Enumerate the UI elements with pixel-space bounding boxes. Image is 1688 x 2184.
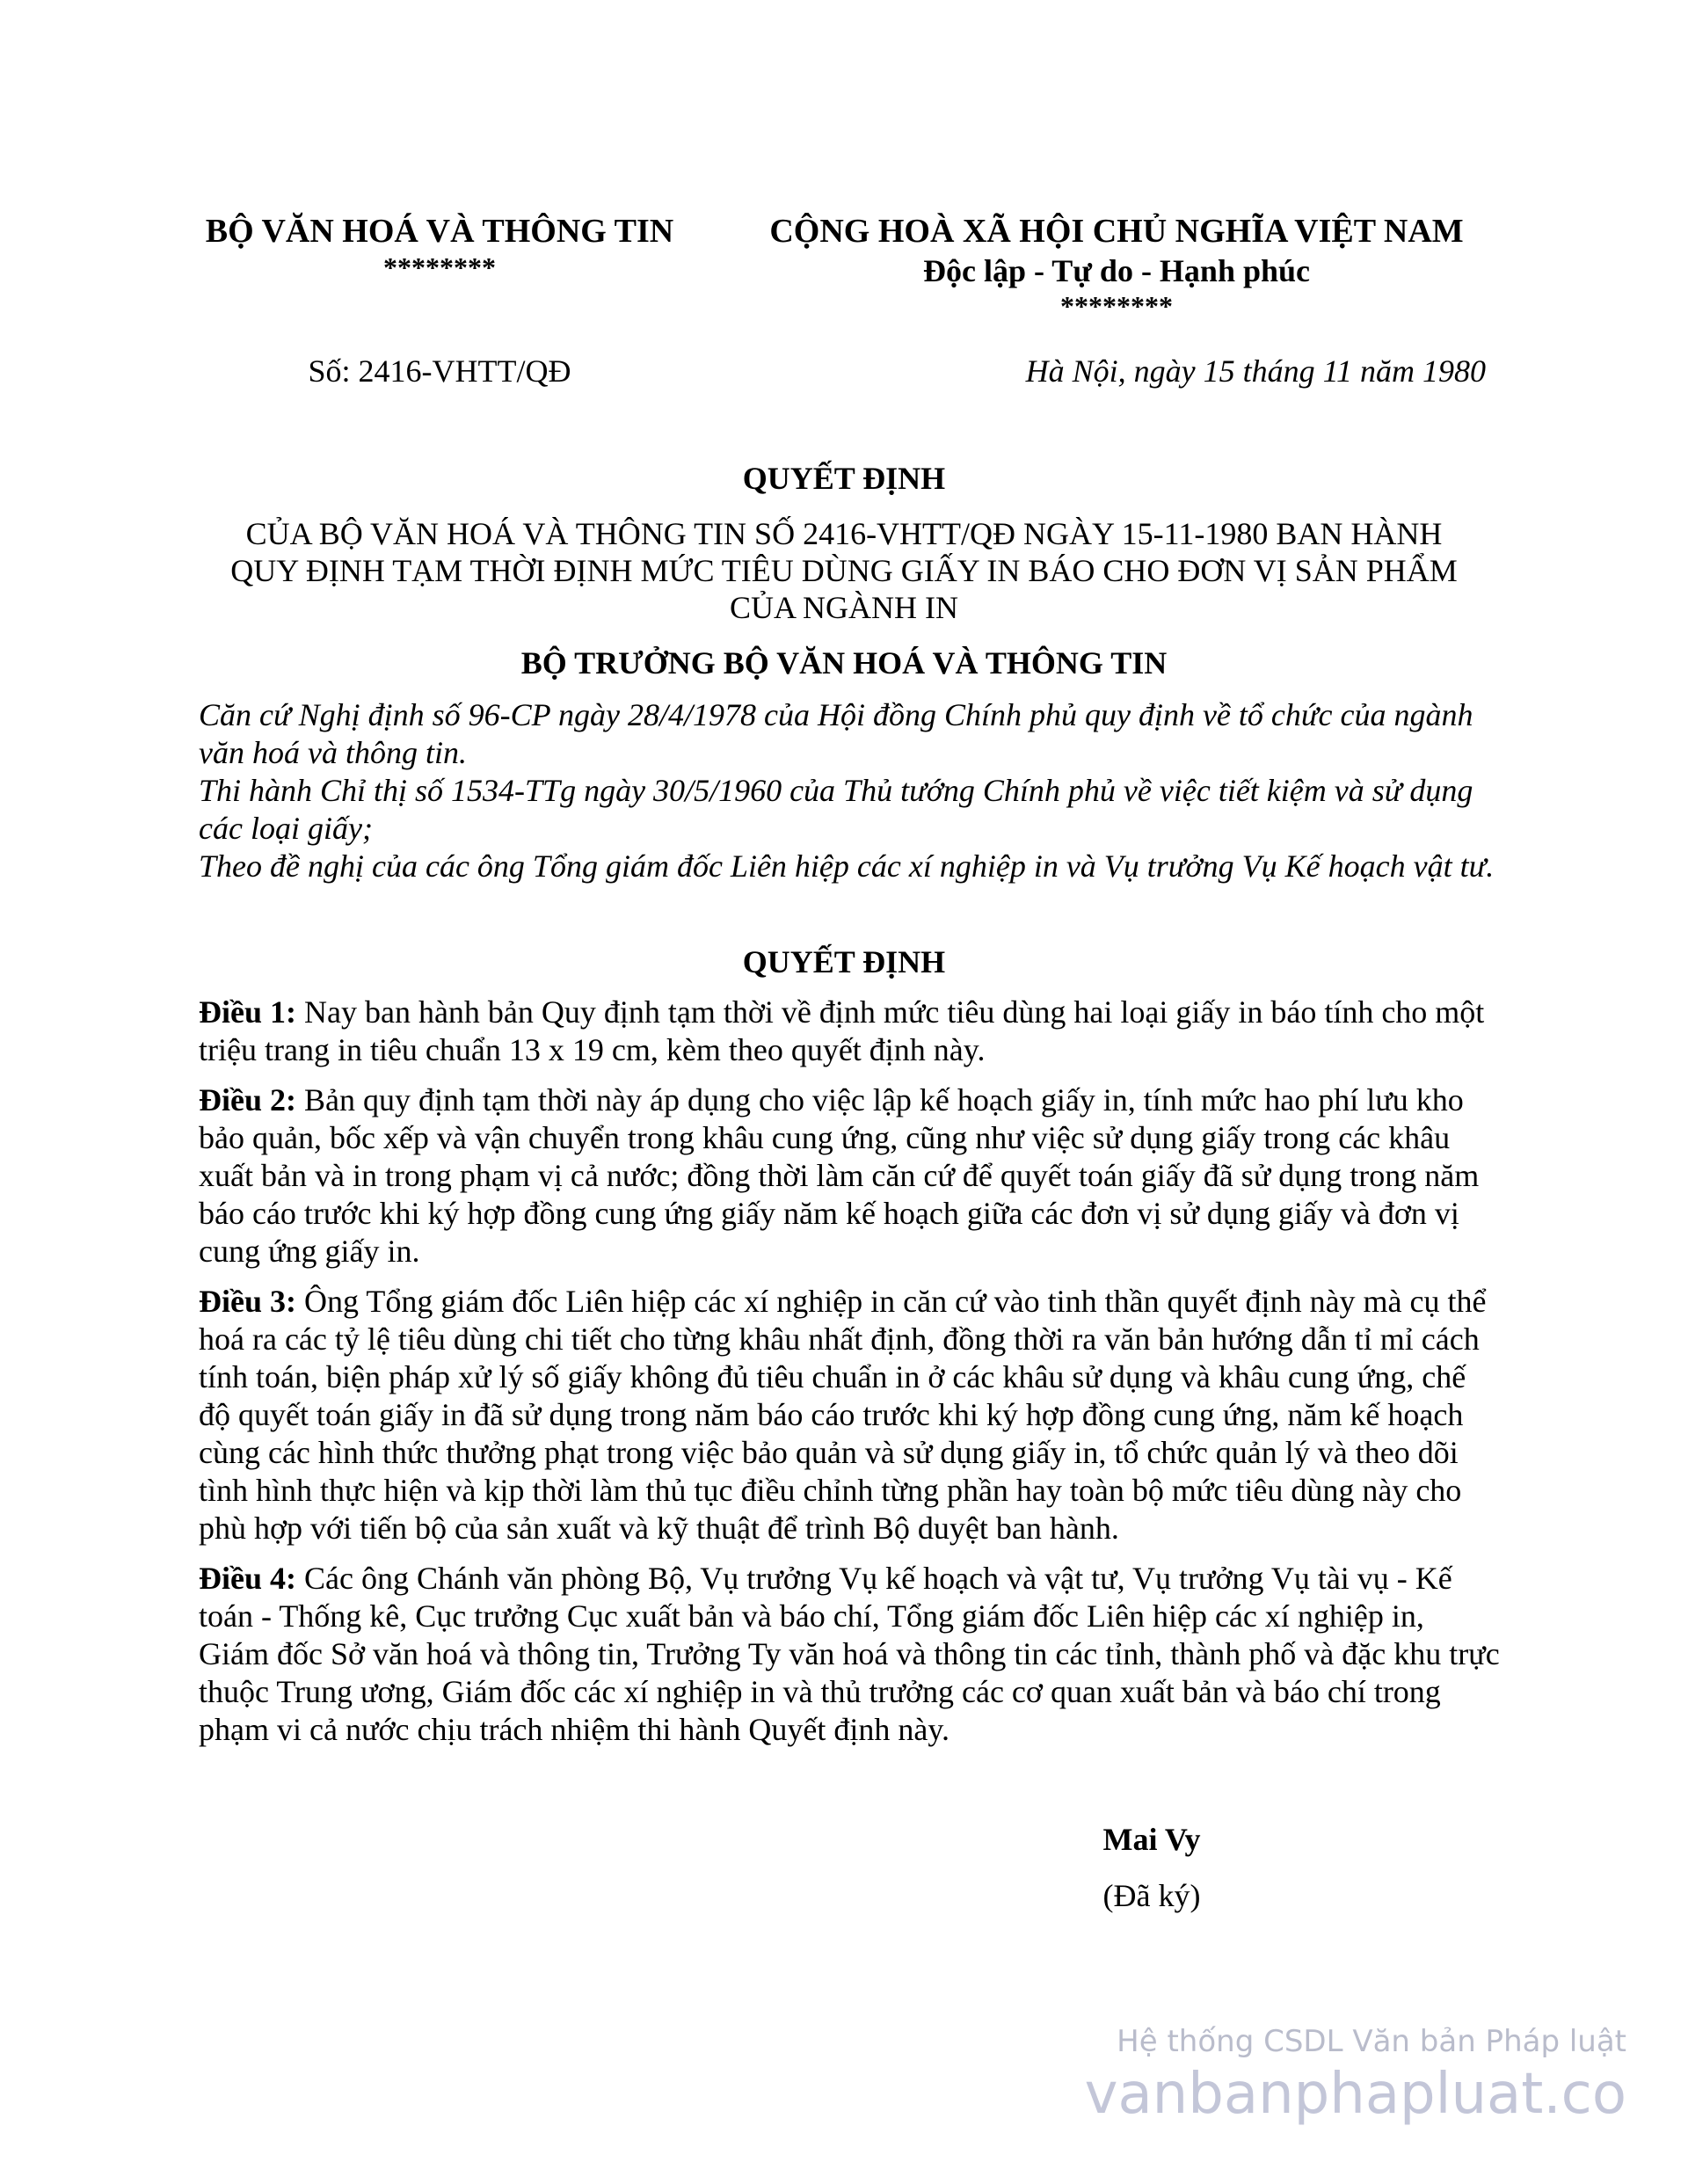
preamble-paragraph: Thi hành Chỉ thị số 1534-TTg ngày 30/5/1960 của Thủ tướng Chính phủ về việc tiết kiệm và sử dụng các loại giấy;: [199, 773, 1473, 846]
authority-heading: BỘ TRƯỞNG BỘ VĂN HOÁ VÀ THÔNG TIN: [520, 645, 1168, 681]
articles-section: [199, 994, 1500, 1761]
preamble-paragraph: Theo đề nghị của các ông Tổng giám đốc Liên hiệp các xí nghiệp in và Vụ trưởng Vụ Kế hoạch vật tư.: [199, 848, 1495, 884]
document-date: Hà Nội, ngày 15 tháng 11 năm 1980: [1025, 353, 1486, 389]
article-label: Điều 4:: [199, 1561, 296, 1596]
agency-name: BỘ VĂN HOÁ VÀ THÔNG TIN: [205, 213, 674, 250]
article-2: [199, 1081, 1500, 1270]
article-text: Các ông Chánh văn phòng Bộ, Vụ trưởng Vụ kế hoạch và vật tư, Vụ trưởng Vụ tài vụ - Kế toán - Thống kê, Cục trưởng Cục xuất bản và báo chí, Tổng giám đốc Liên hiệp các xí nghiệp in, Giám đốc Sở văn hoá và thông tin, Trưởng Ty văn hoá và thông tin các tỉnh, thành phố và đặc khu trực thuộc Trung ương, Giám đốc các xí nghiệp in và thủ trưởng các cơ quan xuất bản và báo chí trong phạm vi cả nước chịu trách nhiệm thi hành Quyết định này.: [199, 1561, 1500, 1747]
article-text: Ông Tổng giám đốc Liên hiệp các xí nghiệp in căn cứ vào tinh thần quyết định này mà cụ thể hoá ra các tỷ lệ tiêu dùng chi tiết cho từng khâu nhất định, đồng thời ra văn bản hướng dẫn tỉ mỉ cách tính toán, biện pháp xử lý số giấy không đủ tiêu chuẩn in ở các khâu sử dụng và khâu cung ứng, chế độ quyết toán giấy in đã sử dụng trong năm báo cáo trước khi ký hợp đồng cung ứng, năm kế hoạch cùng các hình thức thưởng phạt trong việc bảo quản và sử dụng giấy in, tổ chức quản lý và theo dõi tình hình thực hiện và kịp thời làm thủ tục điều chỉnh từng phần hay toàn bộ mức tiêu dùng này cho phù hợp với tiến bộ của sản xuất và kỹ thuật để trình Bộ duyệt ban hành.: [199, 1284, 1487, 1546]
article-1: [199, 994, 1500, 1069]
preamble-paragraph: Căn cứ Nghị định số 96-CP ngày 28/4/1978 của Hội đồng Chính phủ quy định về tổ chức của ngành văn hoá và thông tin.: [199, 697, 1473, 770]
motto-stars: ********: [1060, 290, 1173, 322]
agency-stars: ********: [383, 251, 496, 283]
issuing-agency-header: [176, 211, 703, 283]
watermark-domain: vanbanphapluat.co: [1084, 2062, 1626, 2127]
article-4: [199, 1560, 1500, 1749]
article-text: Bản quy định tạm thời này áp dụng cho việc lập kế hoạch giấy in, tính mức hao phí lưu kho bảo quản, bốc xếp và vận chuyển trong khâu cung ứng, cũng như việc sử dụng giấy trong các khâu xuất bản và in trong phạm vị cả nước; đồng thời làm căn cứ để quyết toán giấy đã sử dụng trong năm báo cáo trước khi ký hợp đồng cung ứng giấy năm kế hoạch giữa các đơn vị sử dụng giấy và đơn vị cung ứng giấy in.: [199, 1082, 1480, 1269]
preamble: [199, 696, 1500, 885]
watermark-caption: Hệ thống CSDL Văn bản Pháp luật: [1117, 2024, 1626, 2059]
title-line: CỦA NGÀNH IN: [730, 590, 958, 625]
title-line: CỦA BỘ VĂN HOÁ VÀ THÔNG TIN SỐ 2416-VHTT/QĐ NGÀY 15-11-1980 BAN HÀNH: [245, 516, 1443, 551]
signed-note: (Đã ký): [1102, 1878, 1201, 1913]
article-label: Điều 2:: [199, 1082, 296, 1117]
national-header: [756, 211, 1477, 322]
article-label: Điều 3:: [199, 1284, 296, 1319]
decision-subheading: QUYẾT ĐỊNH: [742, 944, 946, 979]
article-label: Điều 1:: [199, 994, 296, 1030]
decision-heading: QUYẾT ĐỊNH: [742, 461, 946, 496]
signer-name: Mai Vy: [1102, 1822, 1201, 1857]
article-3: [199, 1283, 1500, 1547]
title-line: QUY ĐỊNH TẠM THỜI ĐỊNH MỨC TIÊU DÙNG GIẤY IN BÁO CHO ĐƠN VỊ SẢN PHẨM: [230, 553, 1458, 588]
decision-title: [193, 515, 1495, 626]
site-watermark: [1085, 2022, 1626, 2128]
document-number: Số: 2416-VHTT/QĐ: [308, 353, 571, 389]
national-motto: Độc lập - Tự do - Hạnh phúc: [922, 253, 1311, 288]
article-text: Nay ban hành bản Quy định tạm thời về định mức tiêu dùng hai loại giấy in báo tính cho một triệu trang in tiêu chuẩn 13 x 19 cm, kèm theo quyết định này.: [199, 994, 1485, 1067]
country-name: CỘNG HOÀ XÃ HỘI CHỦ NGHĨA VIỆT NAM: [769, 213, 1464, 250]
